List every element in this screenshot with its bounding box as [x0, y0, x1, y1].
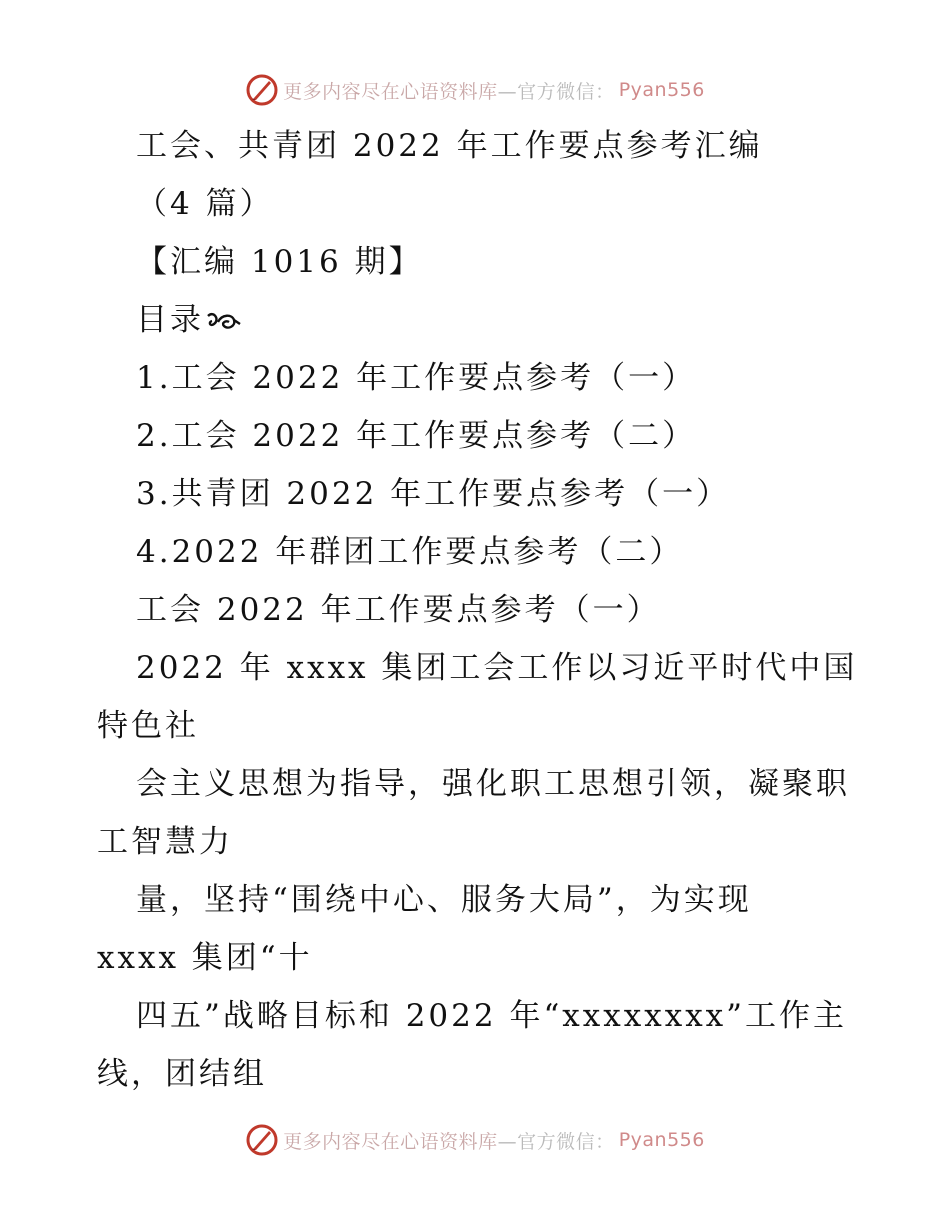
ornament-icon — [206, 310, 242, 332]
document-subtitle: （4 篇） — [136, 186, 274, 222]
watermark-wechat-id: Pyan556 — [618, 1129, 705, 1151]
paragraph-line: 会主义思想为指导，强化职工思想引领，凝聚职 — [136, 766, 850, 802]
toc-heading — [136, 300, 242, 340]
paragraph-line: 量，坚持“围绕中心、服务大局”，为实现 — [136, 882, 752, 918]
paragraph-line: 线，团结组 — [97, 1056, 267, 1092]
header-watermark — [0, 72, 950, 108]
paragraph-line: 特色社 — [97, 708, 199, 744]
toc-item-4: 4.2022 年群团工作要点参考（二） — [136, 534, 684, 570]
document-title: 工会、共青团 2022 年工作要点参考汇编 — [136, 128, 763, 164]
paragraph-line: xxxx 集团“十 — [97, 940, 313, 976]
watermark-main-text: 更多内容尽在心语资料库 — [283, 1130, 498, 1153]
toc-item-3: 3.共青团 2022 年工作要点参考（一） — [136, 476, 731, 512]
watermark-main-text: 更多内容尽在心语资料库 — [283, 80, 498, 103]
paragraph-line: 工智慧力 — [97, 824, 233, 860]
toc-item-2: 2.工会 2022 年工作要点参考（二） — [136, 418, 697, 454]
quill-logo-icon — [245, 73, 279, 107]
toc-item-1: 1.工会 2022 年工作要点参考（一） — [136, 360, 697, 396]
paragraph-line: 2022 年 xxxx 集团工会工作以习近平时代中国 — [136, 650, 858, 686]
paragraph-line: 四五”战略目标和 2022 年“xxxxxxxx”工作主 — [136, 998, 848, 1034]
issue-number: 【汇编 1016 期】 — [136, 244, 423, 280]
toc-heading-text: 目录 — [136, 302, 204, 338]
watermark-sub-text: —官方微信： — [497, 1130, 615, 1153]
section-heading: 工会 2022 年工作要点参考（一） — [136, 592, 661, 628]
footer-watermark — [0, 1122, 950, 1158]
watermark-sub-text: —官方微信： — [497, 80, 615, 103]
watermark-wechat-id: Pyan556 — [618, 79, 705, 101]
quill-logo-icon — [245, 1123, 279, 1157]
